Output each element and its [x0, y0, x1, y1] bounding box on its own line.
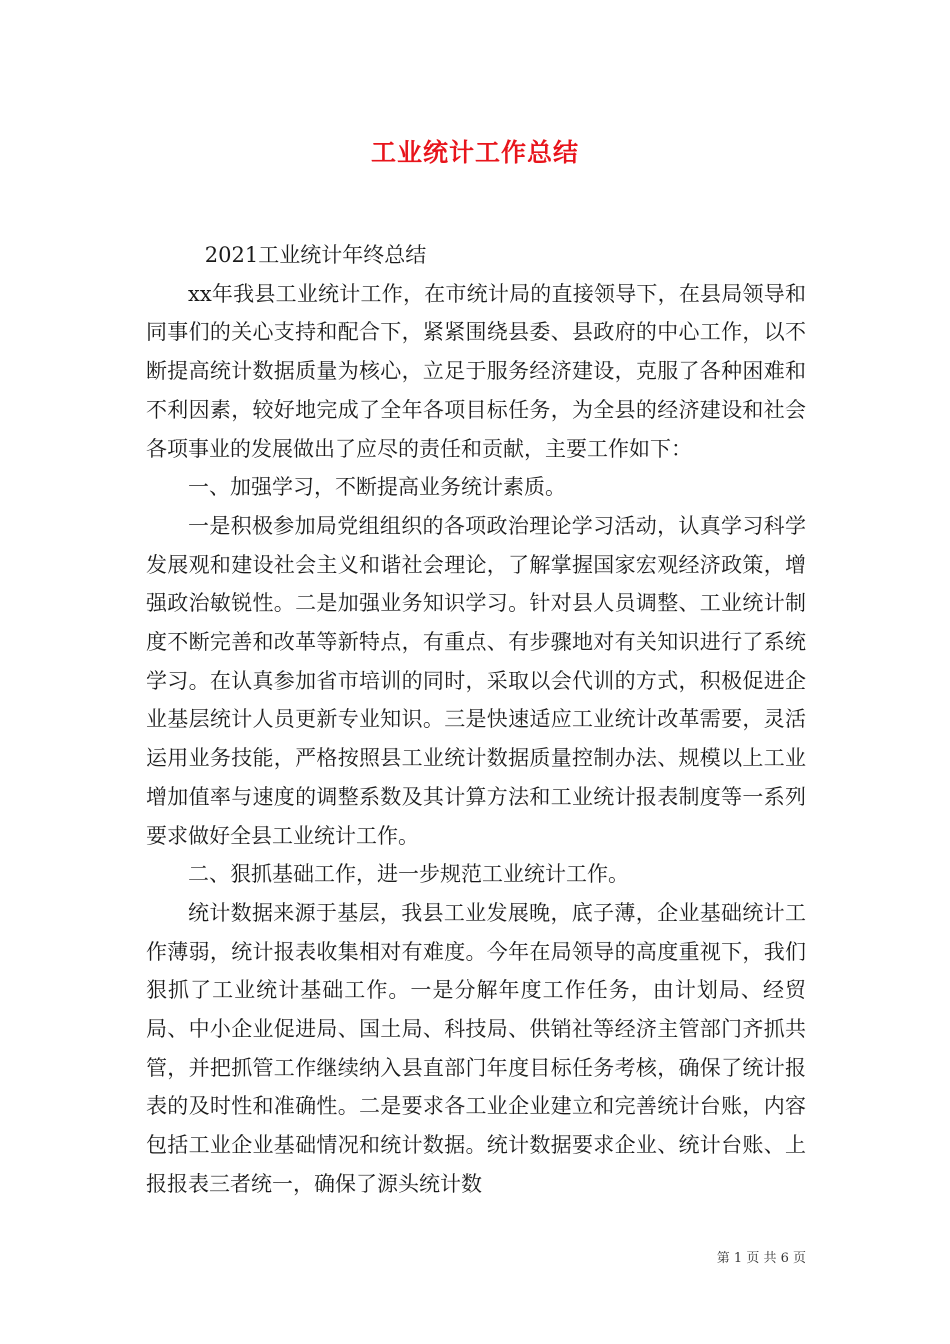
- body-paragraph: 统计数据来源于基层，我县工业发展晚，底子薄，企业基础统计工作薄弱，统计报表收集相对有难度。今年在局领导的高度重视下，我们狠抓了工业统计基础工作。一是分解年度工作任务，由计划局、经贸局、中小企业促进局、国土局、科技局、供销社等经济主管部门齐抓共管，并把抓管工作继续纳入县直部门年度目标任务考核，确保了统计报表的及时性和准确性。二是要求各工业企业建立和完善统计台账，内容包括工业企业基础情况和统计数据。统计数据要求企业、统计台账、上报报表三者统一，确保了源头统计数: [146, 900, 806, 1196]
- body-paragraph: 一是积极参加局党组组织的各项政治理论学习活动，认真学习科学发展观和建设社会主义和谐社会理论，了解掌握国家宏观经济政策，增强政治敏锐性。二是加强业务知识学习。针对县人员调整、工业统计制度不断完善和改革等新特点，有重点、有步骤地对有关知识进行了系统学习。在认真参加省市培训的同时，采取以会代训的方式，积极促进企业基层统计人员更新专业知识。三是快速适应工业统计改革需要，灵活运用业务技能，严格按照县工业统计数据质量控制办法、规模以上工业增加值率与速度的调整系数及其计算方法和工业统计报表制度等一系列要求做好全县工业统计工作。: [146, 513, 806, 848]
- section-heading: 二、狠抓基础工作，进一步规范工业统计工作。: [188, 862, 629, 887]
- page-title: 工业统计工作总结: [370, 138, 579, 167]
- section-heading: 一、加强学习，不断提高业务统计素质。: [188, 475, 566, 500]
- subtitle: 2021工业统计年终总结: [204, 243, 427, 267]
- page-indicator: 第 1 页 共 6 页: [716, 1251, 806, 1266]
- body-paragraph: xx年我县工业统计工作，在市统计局的直接领导下，在县局领导和同事们的关心支持和配合下，紧紧围绕县委、县政府的中心工作，以不断提高统计数据质量为核心，立足于服务经济建设，克服了各种困难和不利因素，较好地完成了全年各项目标任务，为全县的经济建设和社会各项事业的发展做出了应尽的责任和贡献，主要工作如下：: [146, 281, 806, 461]
- document-body: [146, 236, 806, 1204]
